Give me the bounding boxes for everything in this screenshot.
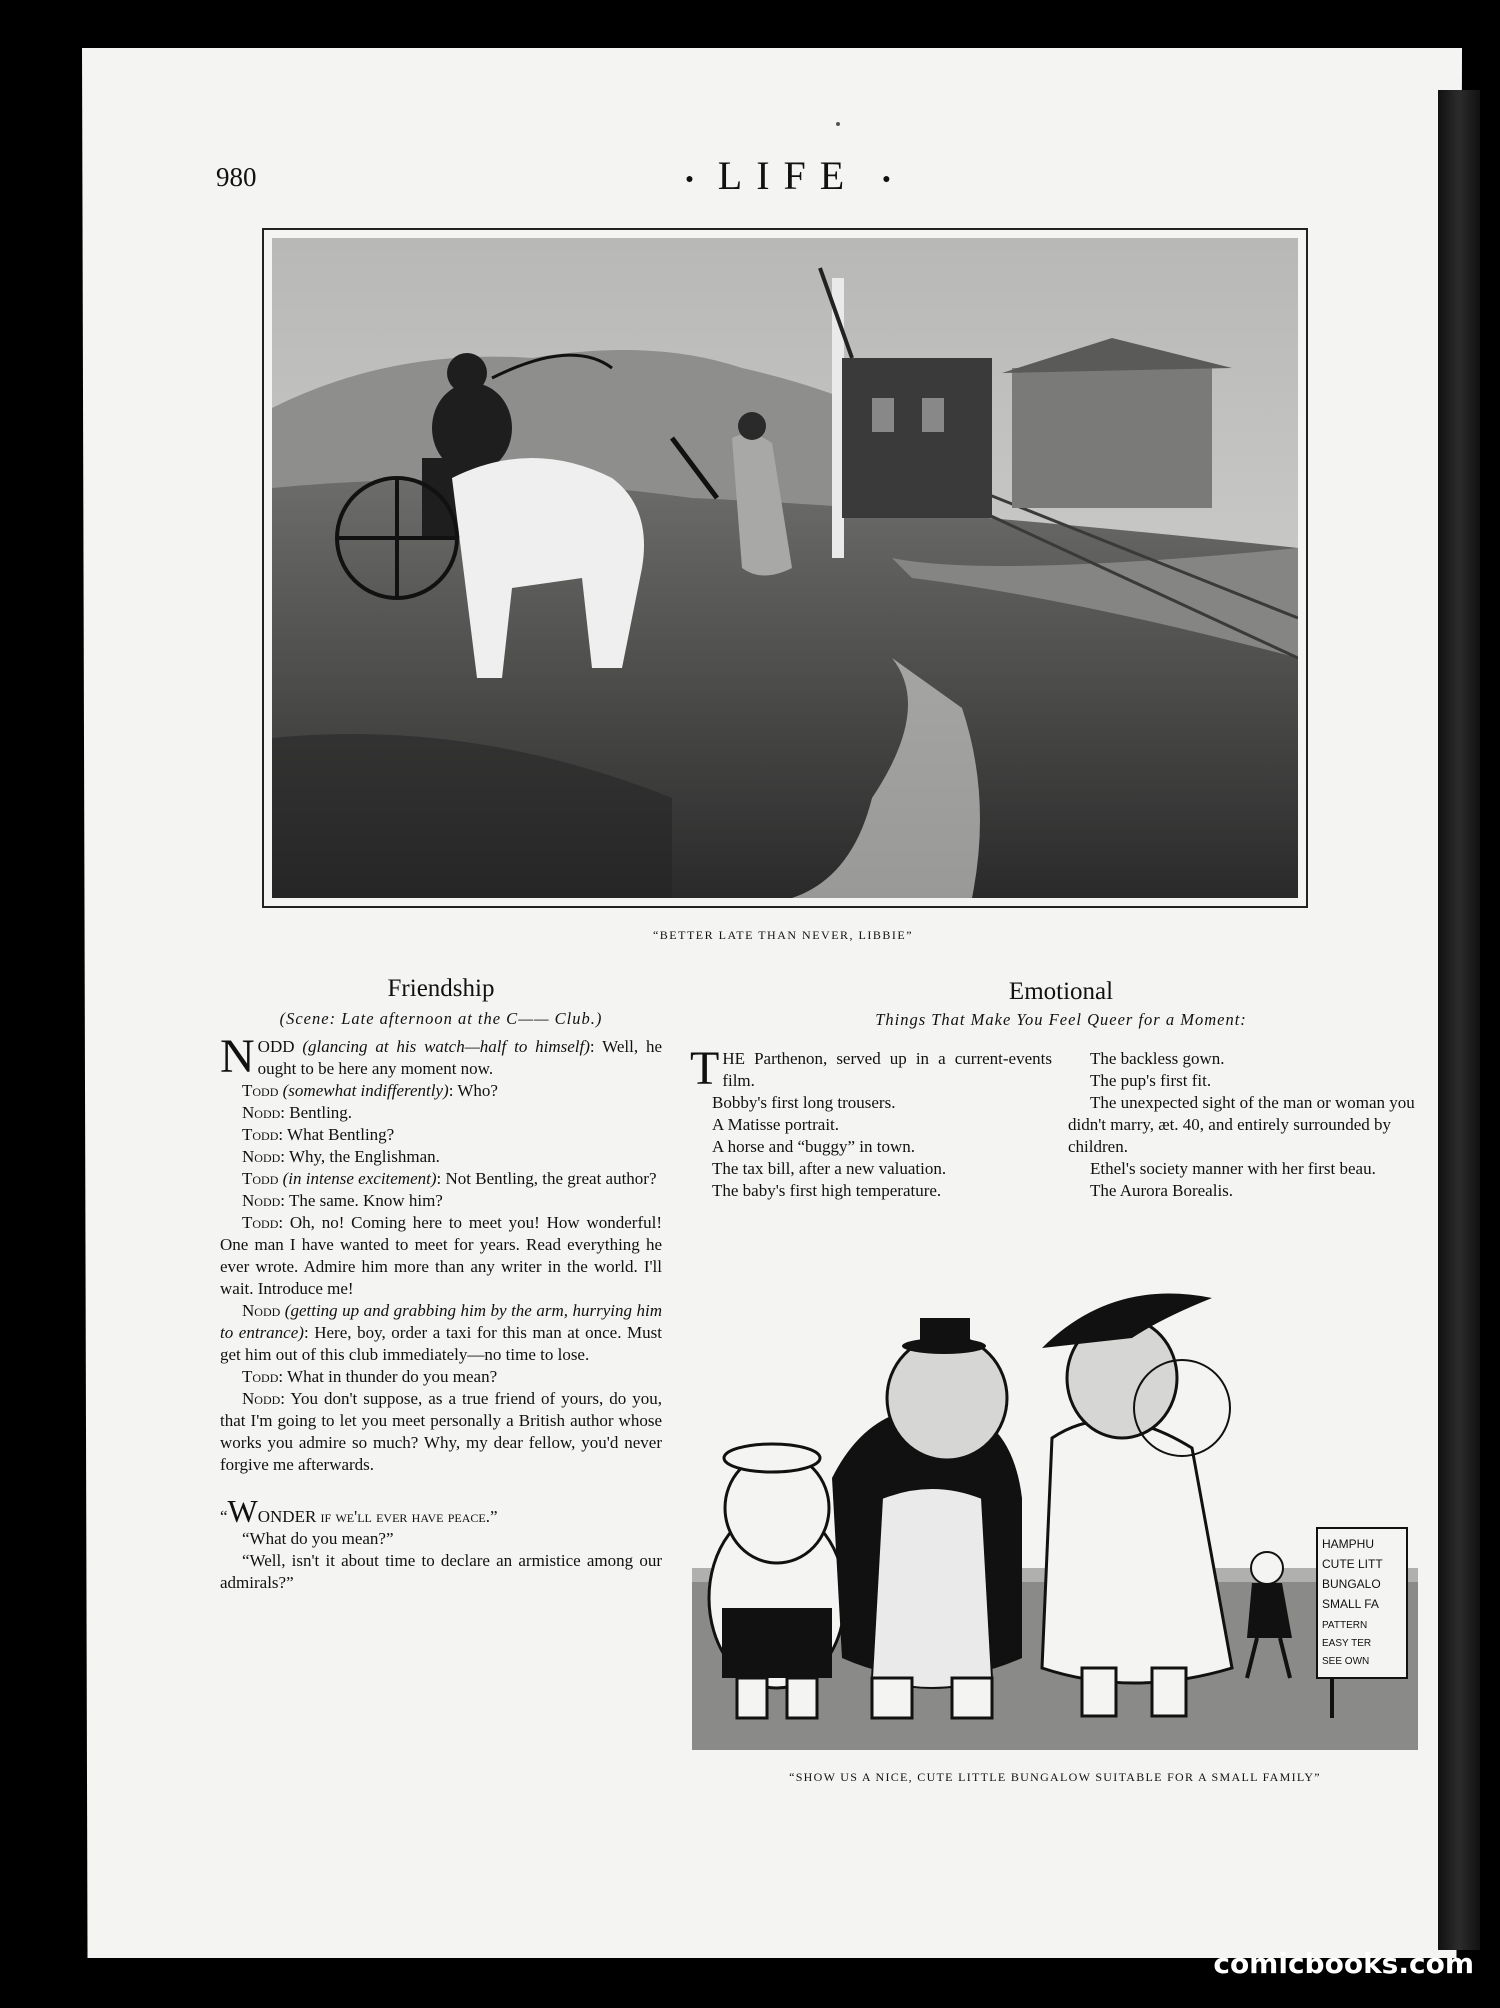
friendship-scene: (Scene: Late afternoon at the C—— Club.) <box>279 1009 603 1028</box>
emotional-item-10: Ethel's society manner with her first beau. <box>1090 1159 1376 1178</box>
illustration-railway <box>262 228 1308 908</box>
dialogue-text: : What in thunder do you mean? <box>278 1367 498 1386</box>
sign-line: SEE OWN <box>1322 1656 1370 1667</box>
peace-line-1: ONDER if we'll ever have peace.” <box>257 1507 498 1526</box>
dialogue-text: : You don't suppose, as a true friend of yours, do you, that I'm going to let you meet personally a British author whose works you admire so much? Why, my dear fellow, you'd never forgive me afterwards. <box>220 1389 662 1474</box>
dialogue-text: : Oh, no! Coming here to meet you! How wonderful! One man I have wanted to meet for years. Read everything he ever wrote. Admire him more than any writer in the world. I'll wait. Introduce me! <box>220 1213 662 1298</box>
dialogue-line <box>220 1212 662 1300</box>
child-hippo <box>709 1444 845 1718</box>
emotional-subtitle: Things That Make You Feel Queer for a Moment: <box>875 1010 1247 1029</box>
dialogue-line <box>220 1190 662 1212</box>
title-text: LIFE <box>717 153 859 198</box>
stage-direction: (getting up and grabbing him by the arm, hurrying him to entrance) <box>220 1301 662 1342</box>
sign-line: CUTE LITT <box>1322 1557 1383 1571</box>
emotional-item-3: A Matisse portrait. <box>712 1115 840 1134</box>
peace-line-3: “Well, isn't it about time to declare an armistice among our admirals?” <box>220 1551 662 1592</box>
emotional-item-8: The pup's first fit. <box>1090 1071 1212 1090</box>
speaker-name: Todd <box>242 1081 279 1100</box>
emotional-item-4: A horse and “buggy” in town. <box>712 1137 916 1156</box>
peace-joke <box>220 1493 662 1594</box>
watermark: comicbooks.com <box>1213 1947 1474 1980</box>
illustration-hippos <box>692 1278 1418 1750</box>
speaker-name: Todd <box>242 1213 279 1232</box>
peace-line-2: “What do you mean?” <box>242 1529 394 1548</box>
sign-line: BUNGALO <box>1322 1577 1381 1591</box>
dialogue-line <box>220 1124 662 1146</box>
emotional-title: Emotional <box>1008 978 1114 1005</box>
friendship-title: Friendship <box>387 975 495 1002</box>
speaker-name: Nodd <box>242 1301 281 1320</box>
emotional-item-7: The backless gown. <box>1090 1049 1225 1068</box>
sign-line: HAMPHU <box>1322 1537 1375 1551</box>
magazine-title: ● LIFE ● <box>685 153 891 198</box>
emotional-list-left <box>690 1042 1052 1202</box>
dialogue-line <box>220 1388 662 1476</box>
peace-drop-cap: W <box>227 1493 258 1529</box>
dialogue-line <box>220 1300 662 1366</box>
dialogue-line <box>220 1146 662 1168</box>
speaker-name: Todd <box>242 1125 279 1144</box>
dialogue-text: : Who? <box>448 1081 498 1100</box>
dialogue-text: : What Bentling? <box>278 1125 395 1144</box>
dialogue-line <box>220 1102 662 1124</box>
emotional-item-5: The tax bill, after a new valuation. <box>712 1159 947 1178</box>
speaker-name: Todd <box>242 1367 279 1386</box>
dialogue-text: : The same. Know him? <box>280 1191 443 1210</box>
hippo-cartoon <box>692 1278 1418 1750</box>
emotional-drop-cap: T <box>690 1042 720 1095</box>
emotional-item-9: The unexpected sight of the man or woman you didn't marry, æt. 40, and entirely surrounded by children. <box>1068 1093 1415 1156</box>
dialogue-line <box>220 1168 662 1190</box>
speaker-name: Todd <box>242 1169 279 1188</box>
dialogue-text: : Why, the Englishman. <box>280 1147 440 1166</box>
emotional-heading <box>690 978 1432 1030</box>
dialogue-text: : Not Bentling, the great author? <box>436 1169 657 1188</box>
mother-hippo <box>1042 1294 1232 1716</box>
emotional-item-11: The Aurora Borealis. <box>1090 1181 1234 1200</box>
illustration-caption: “BETTER LATE THAN NEVER, LIBBIE” <box>652 928 914 942</box>
dialogue-text: : Well, he ought to be here any moment now. <box>257 1037 662 1078</box>
page-number: 980 <box>216 162 257 192</box>
print-speck <box>836 122 840 126</box>
stage-direction: (glancing at his watch—half to himself) <box>294 1037 590 1056</box>
dialogue-line <box>220 1366 662 1388</box>
stage-direction: (in intense excitement) <box>278 1169 437 1188</box>
cartoon-caption: “SHOW US A NICE, CUTE LITTLE BUNGALOW SUITABLE FOR A SMALL FAMILY” <box>789 1770 1321 1784</box>
speaker-name: Nodd <box>242 1147 281 1166</box>
sign-line: PATTERN <box>1322 1620 1368 1631</box>
emotional-item-1: HE Parthenon, served up in a current-events film. <box>722 1049 1052 1090</box>
emotional-item-2: Bobby's first long trousers. <box>712 1093 896 1112</box>
peace-open-quote: “ <box>220 1507 228 1526</box>
emotional-list-right <box>1068 1048 1416 1202</box>
sign-line: EASY TER <box>1322 1638 1372 1649</box>
stage-direction: (somewhat indifferently) <box>278 1081 449 1100</box>
dialogue-line <box>220 1080 662 1102</box>
father-hippo <box>832 1318 1022 1718</box>
drop-cap: N <box>220 1030 255 1083</box>
dialogue <box>220 1030 662 1476</box>
railway-painting <box>272 238 1298 898</box>
sign-line: SMALL FA <box>1322 1597 1379 1611</box>
dialogue-line <box>220 1030 662 1083</box>
emotional-item-6: The baby's first high temperature. <box>712 1181 942 1200</box>
dialogue-text: : Here, boy, order a taxi for this man at once. Must get him out of this club immediately—no time to lose. <box>220 1323 662 1364</box>
speaker-name: ODD <box>257 1037 295 1056</box>
friendship-article <box>220 975 662 1594</box>
speaker-name: Nodd <box>242 1389 281 1408</box>
speaker-name: Nodd <box>242 1191 281 1210</box>
dialogue-text: : Bentling. <box>280 1103 353 1122</box>
page-gutter <box>1438 90 1480 1950</box>
speaker-name: Nodd <box>242 1103 281 1122</box>
